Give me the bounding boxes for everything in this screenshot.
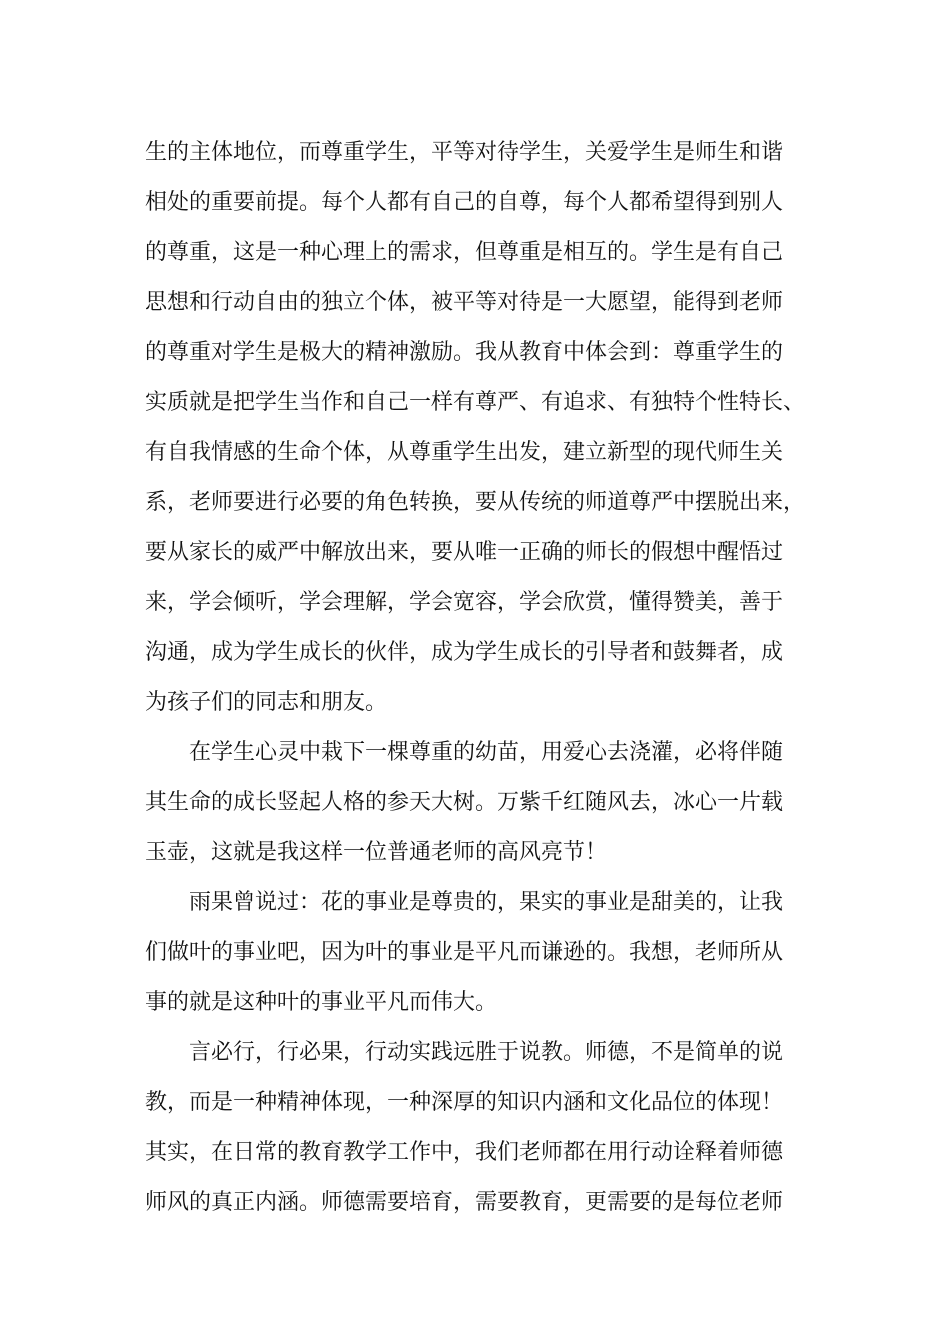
text-line: 在学生心灵中栽下一棵尊重的幼苗，用爱心去浇灌，必将伴随 xyxy=(189,740,784,765)
body-text xyxy=(145,128,815,1228)
text-line: 系，老师要进行必要的角色转换，要从传统的师道尊严中摆脱出来， xyxy=(145,490,806,515)
text-line: 实质就是把学生当作和自己一样有尊严、有追求、有独特个性特长、 xyxy=(145,390,806,415)
text-line: 言必行，行必果，行动实践远胜于说教。师德，不是简单的说 xyxy=(189,1040,784,1065)
text-line: 教，而是一种精神体现，一种深厚的知识内涵和文化品位的体现！ xyxy=(145,1090,784,1115)
text-line: 生的主体地位，而尊重学生，平等对待学生，关爱学生是师生和谐 xyxy=(145,140,784,165)
text-line: 沟通，成为学生成长的伙伴，成为学生成长的引导者和鼓舞者，成 xyxy=(145,640,784,665)
text-line: 的尊重，这是一种心理上的需求，但尊重是相互的。学生是有自己 xyxy=(145,240,784,265)
text-line: 来，学会倾听，学会理解，学会宽容，学会欣赏，懂得赞美，善于 xyxy=(145,590,784,615)
text-line: 雨果曾说过：花的事业是尊贵的，果实的事业是甜美的，让我 xyxy=(189,890,784,915)
text-line: 要从家长的威严中解放出来，要从唯一正确的师长的假想中醒悟过 xyxy=(145,540,784,565)
text-line: 为孩子们的同志和朋友。 xyxy=(145,690,388,715)
text-line: 事的就是这种叶的事业平凡而伟大。 xyxy=(145,990,498,1015)
text-line: 相处的重要前提。每个人都有自己的自尊，每个人都希望得到别人 xyxy=(145,190,784,215)
text-line: 其实，在日常的教育教学工作中，我们老师都在用行动诠释着师德 xyxy=(145,1140,784,1165)
text-line: 的尊重对学生是极大的精神激励。我从教育中体会到：尊重学生的 xyxy=(145,340,784,365)
text-line: 有自我情感的生命个体，从尊重学生出发，建立新型的现代师生关 xyxy=(145,440,784,465)
text-line: 其生命的成长竖起人格的参天大树。万紫千红随风去，冰心一片载 xyxy=(145,790,784,815)
text-line: 思想和行动自由的独立个体，被平等对待是一大愿望，能得到老师 xyxy=(145,290,784,315)
text-line: 玉壶，这就是我这样一位普通老师的高风亮节！ xyxy=(145,840,608,865)
text-line: 师风的真正内涵。师德需要培育，需要教育，更需要的是每位老师 xyxy=(145,1190,784,1215)
text-line: 们做叶的事业吧，因为叶的事业是平凡而谦逊的。我想，老师所从 xyxy=(145,940,784,965)
